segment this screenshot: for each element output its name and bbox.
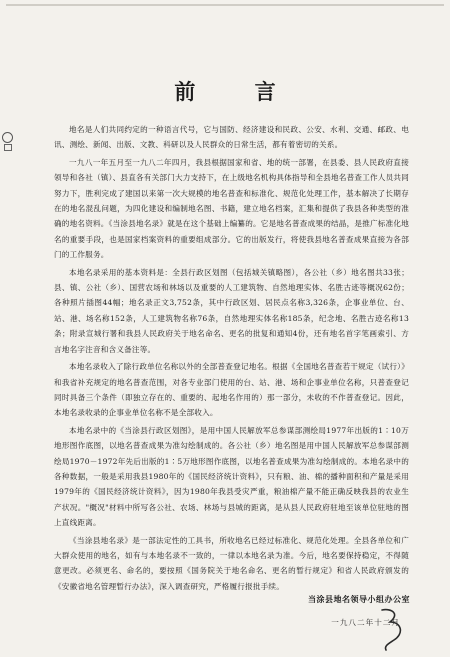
binding-hole-mark	[2, 132, 12, 152]
scan-edge	[6, 4, 444, 6]
paragraph-scope: 本地名录收入了除行政单位名称以外的全部普查登记地名。根据《全国地名普查若干规定（试行）》和我省补充规定的地名普查范围，对各专业部门使用的台、站、港、场和企事业单位名称，只普查登记同时具备三个条件（即独立存在的、重要的、起地名作用的）那一部分，未收的不作普查登记。因此，本地名录收录的企事业单位名称不是全部收入。	[54, 362, 409, 418]
issuing-organization: 当涂县地名领导小组办公室	[308, 595, 410, 604]
preface-body	[54, 122, 409, 596]
binding-mark	[4, 144, 12, 151]
handwritten-signature	[376, 606, 410, 652]
paragraph-maps-data: 本地名录中的《当涂县行政区划图》，是用中国人民解放军总参谋部测绘局1977年出版的1∶10万地形图作底图，以地名普查成果为准勾绘制成的。各公社（乡）地名图是用中国人民解放军总参谋部测绘局1970－1972年先后出版的1∶5万地形图作底图，以地名普查成果为准勾绘制成的。本地名录中的各种数据，一般是采用我县1980年的《国民经济统计资料》，只有粮、油、棉的播种面积和产量是采用1979年的《国民经济统计资料》，因为1980年我县受灾严重，粮油棉产量不能正确反映我县的农业生产状况。"概况"材料中所写各公社、农场、林场与县城的距离，是从县人民政府驻地至该单位驻地的图上直线距离。	[54, 425, 409, 528]
paragraph-materials: 本地名录采用的基本资料是：全县行政区划图（包括城关镇略图），各公社（乡）地名图共33张；县、镇、公社（乡）、国营农场和林场以及重要的人工建筑物、自然地理实体、名胜古迹等概况62份；各种照片插图44幅；地名录正文3,752条，其中行政区划、居民点名称3,326条，企事业单位、台、站、港、场名称152条，人工建筑物名称76条，自然地理实体名称185条，纪念地、名胜古迹名称13条；附录宣城行署和我县人民政府关于地名命名、更名的批复和通知4份，还有地名首字笔画索引、方言地名字注音和含义备注等。	[54, 267, 409, 354]
paragraph-intro: 地名是人们共同约定的一种语言代号，它与国防、经济建设和民政、公安、水利、交通、邮政、电讯、测绘、新闻、出版、文教、科研以及人民群众的日常生活，都有着密切的关系。	[54, 125, 409, 150]
issue-date: 一九八二年十二月	[331, 618, 400, 627]
paragraph-authority: 《当涂县地名录》是一部法定性的工具书，所收地名已经过标准化、规范化处理。全县各单位和广大群众使用的地名，如有与本地名录不一致的，一律以本地名录为准。今后，地名要保持稳定，不得随意更改。必须更名、命名的，要按照《国务院关于地名命名、更名的暂行规定》和省人民政府颁发的《安徽省地名管理暂行办法》，深入调查研究，严格履行报批手续。	[54, 535, 409, 591]
paragraph-survey: 一九八一年五月至一九八二年四月，我县根据国家和省、地的统一部署，在县委、县人民政府直接领导和各社（镇）、县直各有关部门大力支持下，在上级地名机构具体指导和全县地名普查工作人员共同努力下，胜利完成了建国以来第一次大规模的地名普查和标准化、规范化处理工作，基本解决了长期存在的地名混乱问题，为四化建设和编制地名图、书籍，建立地名档案，汇集和提供了我县各种类型的准确的地名资料。《当涂县地名录》就是在这个基础上编纂的。它是地名普查成果的结晶，是推广标准化地名的重要手段，也是国家档案资料的重要组成部分。它的出版发行，将使我县地名普查成果直接为各部门的工作服务。	[54, 157, 409, 260]
page-title: 前 言	[174, 80, 302, 104]
binding-hole	[2, 132, 13, 143]
